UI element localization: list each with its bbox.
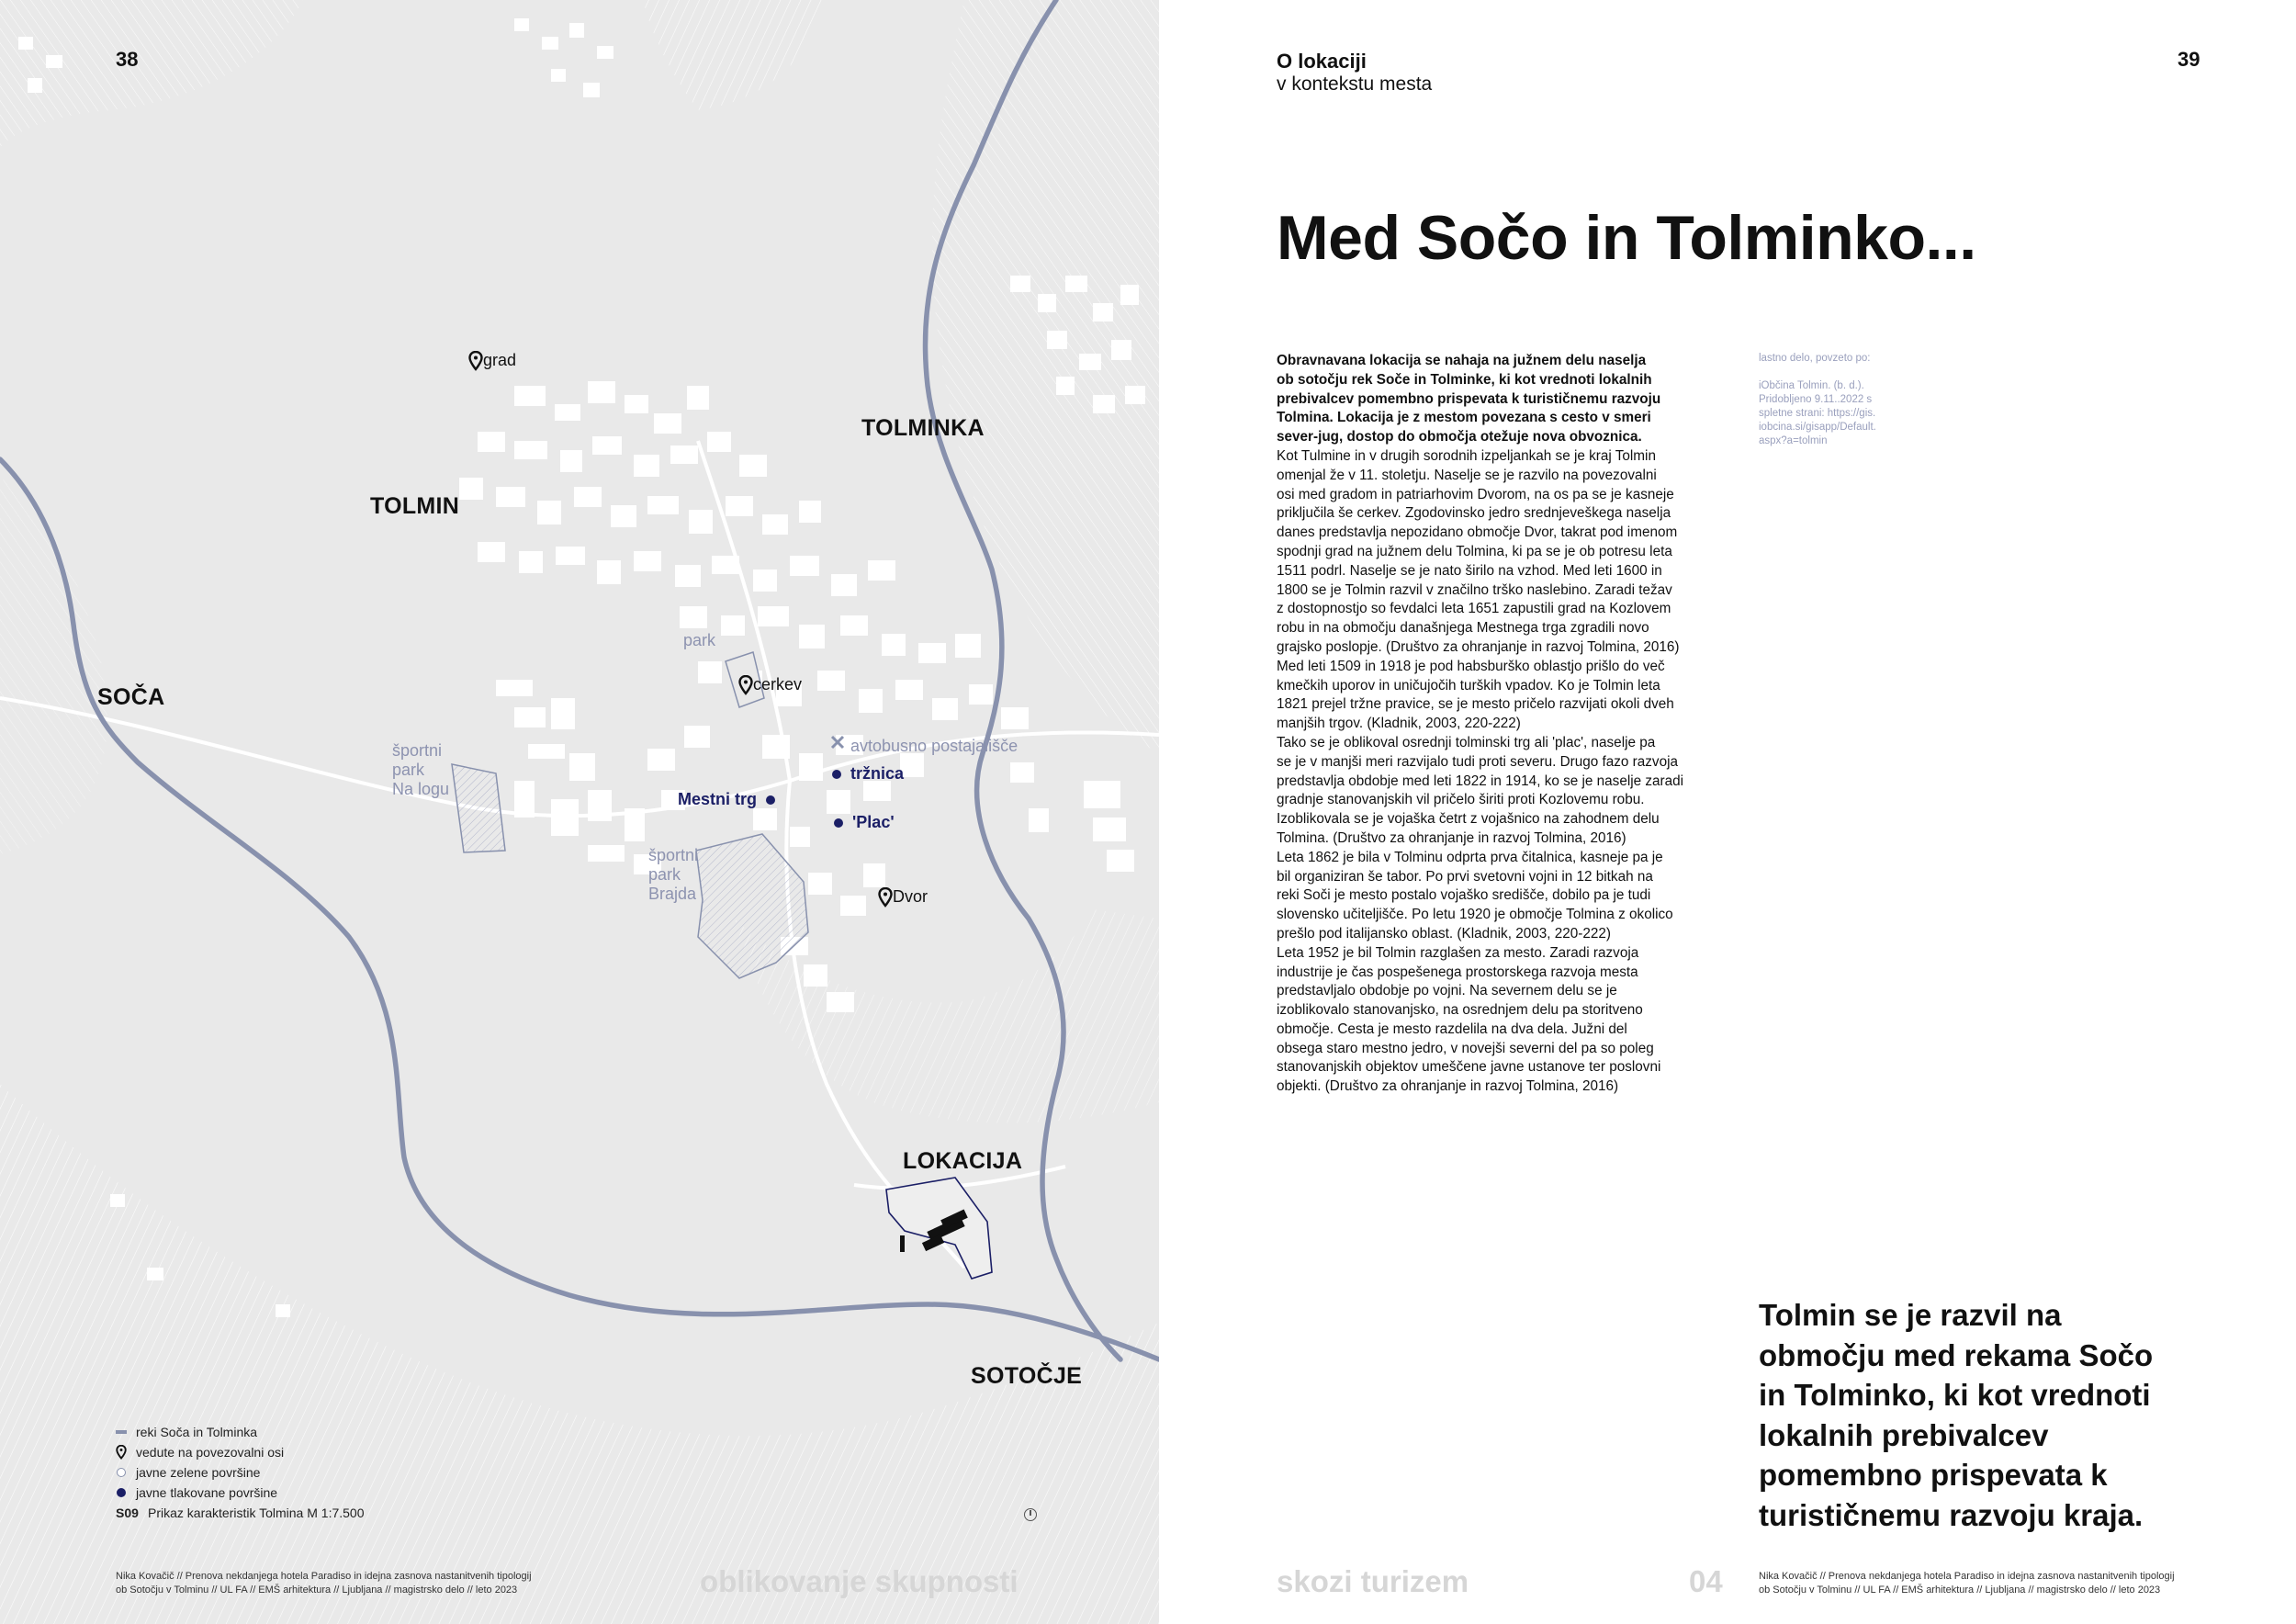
- body-line: bil organiziran še tabor. Po prvi svetovni vojni in 12 bitkah na: [1277, 868, 1653, 885]
- label-trznica-text: tržnica: [850, 764, 905, 783]
- source-note-line: aspx?a=tolmin: [1759, 435, 1828, 446]
- label-soca: SOČA: [97, 684, 165, 710]
- body-line: Obravnavana lokacija se nahaja na južnem delu naselja: [1277, 353, 1647, 368]
- body-line: spodnji grad na južnem delu Tolmina, ki pa se je ob potresu leta: [1277, 543, 1672, 559]
- footer-line: Nika Kovačič // Prenova nekdanjega hotela Paradiso in idejna zasnova nastanitvenih tipologij: [1759, 1571, 2175, 1582]
- body-line: obsega staro mestno jedro, v novejši severni del pa so poleg: [1277, 1040, 1654, 1056]
- footer-credits-right: [1759, 1570, 2175, 1597]
- label-tolminka: TOLMINKA: [861, 415, 985, 441]
- label-plac: [834, 813, 895, 832]
- body-line: osi med gradom in patriarhovim Dvorom, na os pa se je kasneje: [1277, 486, 1674, 502]
- label-park-na-logu: [392, 741, 449, 799]
- footer-credits-left: [116, 1570, 532, 1597]
- chapter-title-left: oblikovanje skupnosti: [700, 1564, 1019, 1598]
- label-plac-text: 'Plac': [852, 813, 895, 831]
- body-line: se je v manjši meri razvijalo tudi proti severu. Drugo fazo razvoja: [1277, 753, 1678, 770]
- label-park-na-logu-line: športni: [392, 741, 443, 760]
- label-bus-station: avtobusno postajališče: [850, 737, 1019, 755]
- quote-line: območju med rekama Sočo: [1759, 1337, 2154, 1372]
- location-pin-icon: [468, 351, 483, 371]
- body-line: Kot Tulmine in v drugih sorodnih izpeljankah se je kraj Tolmin: [1277, 447, 1656, 464]
- label-lokacija: LOKACIJA: [903, 1148, 1023, 1174]
- body-text: [1277, 352, 1736, 1097]
- source-note-line: iobcina.si/gisapp/Default.: [1759, 422, 1876, 433]
- body-line: Tolmina. Lokacija je z mestom povezana s cesto v smeri: [1277, 410, 1651, 426]
- section-title: O lokaciji: [1277, 50, 1367, 73]
- figure-caption: Prikaz karakteristik Tolmina M 1:7.500: [148, 1506, 365, 1520]
- body-line: območje. Cesta je mesto razdelila na dva dela. Južni del: [1277, 1021, 1627, 1037]
- body-line: omenjal že v 11. stoletju. Naselje se je razvilo na povezovalni: [1277, 467, 1657, 483]
- legend-item-green: [116, 1462, 365, 1483]
- legend-item-vedute: [116, 1442, 365, 1462]
- body-line: 1511 podrl. Naselje se je nato širilo na vzhod. Med leti 1600 in: [1277, 562, 1662, 579]
- north-arrow-icon: [1024, 1508, 1037, 1521]
- text-page: [1159, 0, 2296, 1624]
- body-line: kmečkih uporov in uničujočih turških vpadov. Ko je Tolmin leta: [1277, 677, 1660, 694]
- body-line: reki Soči je mesto postalo vojaško središče, dobilo pa je tudi: [1277, 887, 1651, 904]
- mestni-trg-dot-icon: [766, 795, 775, 805]
- legend-label: javne zelene površine: [136, 1465, 261, 1480]
- label-trznica: [832, 764, 904, 784]
- body-line: robu in na območju današnjega Mestnega trga zgradili novo: [1277, 620, 1649, 637]
- label-park-na-logu-line: park: [392, 761, 425, 779]
- body-line: Leta 1952 je bil Tolmin razglašen za mesto. Zaradi razvoja: [1277, 944, 1639, 961]
- body-line: 1821 prejel tržne pravice, se je mesto pričelo razvijati okoli dveh: [1277, 696, 1674, 713]
- label-grad-text: grad: [483, 351, 517, 369]
- label-park-brajda-line: športni: [648, 846, 699, 864]
- body-line: Tolmina. (Društvo za ohranjanje in razvoj Tolmina, 2016): [1277, 829, 1626, 846]
- legend-label: javne tlakovane površine: [136, 1485, 278, 1500]
- body-line: objekti. (Društvo za ohranjanje in razvoj Tolmina, 2016): [1277, 1078, 1619, 1095]
- legend-label: vedute na povezovalni osi: [136, 1445, 285, 1460]
- pull-quote: [1759, 1295, 2273, 1535]
- legend-caption: [116, 1503, 365, 1523]
- quote-line: lokalnih prebivalcev: [1759, 1417, 2049, 1452]
- body-line: Leta 1862 je bila v Tolminu odprta prva čitalnica, kasneje pa je: [1277, 849, 1663, 865]
- body-line: industrije je čas pospešenega prostorskega razvoja mesta: [1277, 964, 1638, 980]
- trznica-dot-icon: [832, 770, 841, 779]
- footer-line: Nika Kovačič // Prenova nekdanjega hotela Paradiso in idejna zasnova nastanitvenih tipologij: [116, 1571, 532, 1582]
- location-pin-icon: [116, 1445, 127, 1460]
- body-line: predstavlja obdobje med leti 1822 in 1914, ko se je naselje zaradi: [1277, 773, 1684, 789]
- source-note-line: spletne strani: https://gis.: [1759, 408, 1876, 419]
- map-legend: [116, 1422, 365, 1523]
- body-line: sever-jug, dostop do območja otežuje nova obvoznica.: [1277, 429, 1642, 445]
- legend-item-paved: [116, 1483, 365, 1503]
- label-park-brajda-line: Brajda: [648, 885, 697, 903]
- quote-line: Tolmin se je razvil na: [1759, 1298, 2062, 1332]
- location-pin-icon: [738, 675, 753, 695]
- chapter-number: 04: [1689, 1564, 1723, 1598]
- body-line: Izoblikovala se je vojaška četrt z vojašnico na zahodnem delu: [1277, 811, 1660, 828]
- legend-label: reki Soča in Tolminka: [136, 1425, 258, 1439]
- empty-circle-icon: [116, 1467, 127, 1478]
- body-line: danes predstavlja nepozidano območje Dvor, takrat pod imenom: [1277, 524, 1678, 541]
- page-number-right: 39: [2178, 48, 2200, 71]
- quote-line: pomembno prispevata k: [1759, 1458, 2108, 1492]
- body-line: prešlo pod italijansko oblast. (Kladnik, 2003, 220-222): [1277, 925, 1611, 942]
- body-line: Med leti 1509 in 1918 je pod habsburško oblastjo prišlo do več: [1277, 658, 1665, 674]
- label-park-brajda: [648, 846, 698, 904]
- source-note-line: [1759, 366, 1896, 379]
- river-line-icon: [116, 1429, 129, 1435]
- body-line: gradnje stanovanjskih vil pričelo širiti proti Kozlovemu robu.: [1277, 792, 1645, 808]
- page-number-left: 38: [116, 48, 139, 71]
- label-park: park: [683, 631, 716, 649]
- source-note-line: lastno delo, povzeto po:: [1759, 353, 1871, 364]
- body-line: 1800 se je Tolmin razvil v značilno trško naslebino. Zaradi težav: [1277, 581, 1672, 598]
- label-cerkev: [738, 675, 802, 695]
- legend-item-rivers: [116, 1422, 365, 1442]
- body-line: Tako se je oblikoval osrednji tolminski trg ali 'plac', naselje pa: [1277, 734, 1656, 750]
- quote-line: turističnemu razvoju kraja.: [1759, 1497, 2144, 1532]
- label-park-brajda-line: park: [648, 865, 681, 884]
- body-line: izoblikovalo stanovanjsko, na osrednjem delu pa storitveno: [1277, 1002, 1643, 1019]
- section-heading: [1277, 50, 1432, 96]
- body-line: prebivalcev pomembno prispevata k turističnemu razvoju: [1277, 390, 1661, 407]
- body-line: manjših trgov. (Kladnik, 2003, 220-222): [1277, 716, 1521, 732]
- source-note: [1759, 352, 1896, 448]
- quote-line: in Tolminko, ki kot vrednoti: [1759, 1378, 2151, 1412]
- body-line: stanovanjskih objektov umeščene javne ustanove ter poslovni: [1277, 1059, 1661, 1076]
- label-sotocje: SOTOČJE: [971, 1363, 1083, 1389]
- label-dvor: [878, 887, 928, 908]
- plac-dot-icon: [834, 818, 843, 828]
- label-park-na-logu-line: Na logu: [392, 780, 450, 798]
- footer-line: ob Sotočju v Tolminu // UL FA // EMŠ arhitektura // Ljubljana // magistrsko delo // leto 2023: [1759, 1585, 2161, 1596]
- body-line: grajsko poslopje. (Društvo za ohranjanje in razvoj Tolmina, 2016): [1277, 638, 1680, 655]
- location-pin-icon: [878, 887, 893, 908]
- page-headline: Med Sočo in Tolminko...: [1277, 203, 1976, 273]
- figure-code: S09: [116, 1506, 139, 1520]
- body-line: ob sotočju rek Soče in Tolminke, ki kot vrednoti lokalnih: [1277, 371, 1652, 388]
- body-line: slovensko učiteljišče. Po letu 1920 je območje Tolmina z okolico: [1277, 907, 1673, 923]
- label-tolmin: TOLMIN: [370, 493, 460, 519]
- source-note-line: Pridobljeno 9.11..2022 s: [1759, 394, 1873, 405]
- body-line: z dostopnostjo so fevdalci leta 1651 zapustili grad na Kozlovem: [1277, 601, 1671, 617]
- label-mestni-trg-text: Mestni trg: [678, 790, 758, 808]
- body-line: priključila še cerkev. Zgodovinsko jedro srednjeveškega naselja: [1277, 505, 1671, 522]
- label-mestni-trg: [678, 790, 775, 809]
- label-grad: [468, 351, 516, 371]
- chapter-title-right: skozi turizem: [1277, 1564, 1469, 1598]
- filled-circle-icon: [116, 1487, 127, 1498]
- section-subtitle: v kontekstu mesta: [1277, 73, 1433, 95]
- body-line: predstavljalo obdobje po vojni. Na severnem delu se je: [1277, 983, 1617, 999]
- source-note-line: iObčina Tolmin. (b. d.).: [1759, 380, 1864, 391]
- footer-line: ob Sotočju v Tolminu // UL FA // EMŠ arhitektura // Ljubljana // magistrsko delo // leto 2023: [116, 1585, 518, 1596]
- label-dvor-text: Dvor: [893, 887, 929, 906]
- label-cerkev-text: cerkev: [753, 675, 803, 694]
